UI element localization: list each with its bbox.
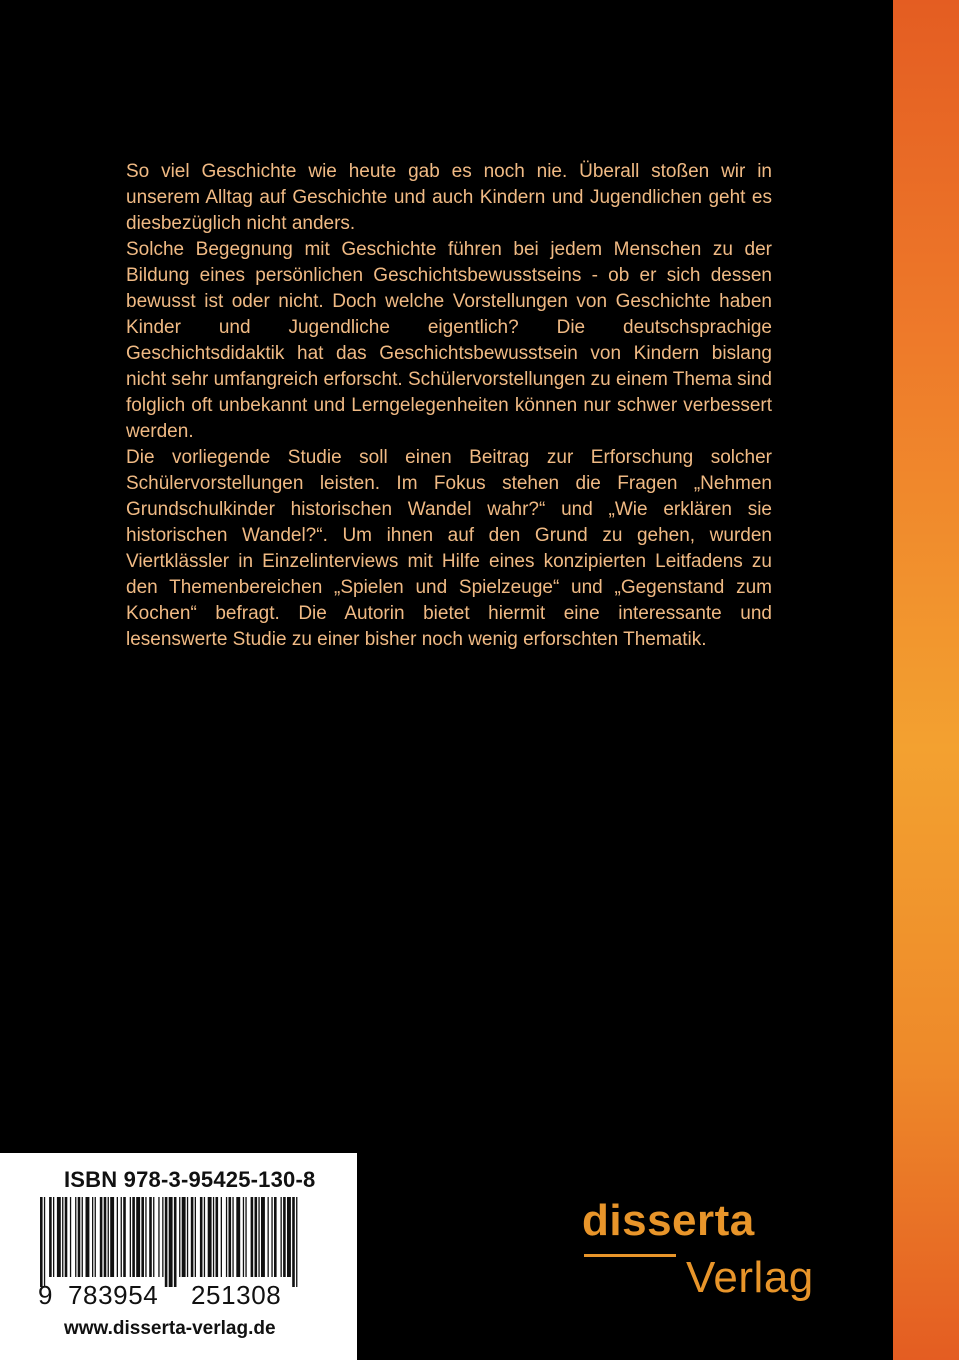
barcode-bar — [274, 1197, 277, 1277]
barcode-bar — [229, 1197, 232, 1277]
barcode-bar — [179, 1197, 180, 1277]
barcode-bar — [40, 1197, 43, 1287]
barcode-bar — [200, 1197, 203, 1277]
barcode-icon — [40, 1197, 302, 1287]
barcode-bar — [187, 1197, 188, 1277]
barcode-bar — [281, 1197, 282, 1277]
barcode-bar — [232, 1197, 233, 1277]
barcode-bar — [216, 1197, 219, 1277]
orange-side-strip — [893, 0, 959, 1360]
isbn-label: ISBN 978-3-95425-130-8 — [64, 1167, 316, 1192]
publisher-logo-rule — [584, 1254, 676, 1257]
barcode-bar — [261, 1197, 265, 1277]
barcode-bar — [283, 1197, 286, 1277]
barcode-bar — [44, 1197, 45, 1287]
barcode-bar — [221, 1197, 222, 1277]
barcode-bar — [243, 1197, 244, 1277]
barcode-bar — [136, 1197, 140, 1277]
barcode-bar — [57, 1197, 61, 1277]
barcode-bar — [292, 1197, 295, 1287]
barcode-bar — [104, 1197, 107, 1277]
blurb-paragraph-3: Die vorliegende Studie soll einen Beitrag zur Erforschung solcher Schülervorstellungen leisten. Im Fokus stehen die Fragen „Nehmen Grundschulkinder historischen Wandel wahr?“ und „Wie erklären sie historischen Wandel?“. Um ihnen auf den Grund zu gehen, wurden Viertklässler in Einzelinterviews mit Hilfe eines konzipierten Leitfadens zu den Themenbereichen „Spielen und Spielzeuge“ und „Gegenstand zum Kochen“ befragt. Die Autorin bietet hiermit eine interessante und lesenswerte Studie zu einer bisher noch wenig erforschten Thematik. — [126, 447, 772, 650]
barcode-bar — [158, 1197, 159, 1277]
barcode-bar — [174, 1197, 177, 1287]
barcode-bar — [271, 1197, 272, 1277]
barcode-bar — [162, 1197, 163, 1277]
barcode-bar — [65, 1197, 68, 1277]
barcode-bar — [130, 1197, 131, 1277]
barcode-bar — [145, 1197, 146, 1277]
barcode-bar — [169, 1197, 173, 1287]
barcode-bar — [287, 1197, 291, 1277]
barcode-bar — [110, 1197, 114, 1277]
publisher-logo-verlag: Verlag — [686, 1253, 814, 1302]
publisher-logo-disserta: disserta — [582, 1196, 755, 1245]
barcode-bar — [236, 1197, 240, 1277]
barcode-bar — [268, 1197, 269, 1277]
barcode-bar — [117, 1197, 118, 1277]
blurb-paragraph-2: Solche Begegnung mit Geschichte führen bei jedem Menschen zu der Bildung eines persönlichen Geschichtsbewusstseins - ob er sich dessen bewusst ist oder nicht. Doch welche Vorstellungen von Geschichte haben Kinder und Jugendliche eigentlich? Die deutschsprachige Geschichtsdidaktik hat das Geschichtsbewusstsein von Kindern bislang nicht sehr umfangreich erforscht. Schülervorstellungen zu einem Thema sind folglich oft unbekannt und Lerngelegenheiten können nur schwer verbessert werden. — [126, 239, 772, 442]
barcode-bar — [100, 1197, 103, 1277]
barcode-digit-first: 9 — [38, 1280, 53, 1310]
barcode-bar — [121, 1197, 122, 1277]
barcode-bar — [123, 1197, 126, 1277]
barcode-bar — [191, 1197, 194, 1277]
barcode-bar — [132, 1197, 135, 1277]
barcode-panel — [0, 1153, 357, 1360]
barcode-bar — [258, 1197, 259, 1277]
blurb-paragraph-1: So viel Geschichte wie heute gab es noch nie. Überall stoßen wir in unserem Alltag auf Geschichte und auch Kindern und Jugendlichen geht es diesbezüglich nicht anders. — [126, 161, 772, 234]
barcode-bar — [141, 1197, 144, 1277]
barcode-bar — [82, 1197, 83, 1277]
barcode-bar — [251, 1197, 254, 1277]
barcode-bar — [70, 1197, 71, 1277]
barcode-bar — [75, 1197, 76, 1277]
barcode-bar — [208, 1197, 212, 1277]
barcode-bar — [255, 1197, 258, 1277]
barcode-bar — [204, 1197, 205, 1277]
barcode-bar — [245, 1197, 246, 1277]
barcode-bar — [195, 1197, 196, 1277]
barcode-bar — [86, 1197, 90, 1277]
barcode-bar — [149, 1197, 152, 1277]
barcode-bar — [153, 1197, 154, 1277]
barcode-bar — [49, 1197, 52, 1277]
barcode-bar — [95, 1197, 96, 1277]
barcode-bar — [165, 1197, 168, 1287]
barcode-bar — [53, 1197, 54, 1277]
barcode-digits-right: 251308 — [191, 1280, 282, 1310]
publisher-website: www.disserta-verlag.de — [64, 1318, 276, 1339]
barcode-bar — [182, 1197, 186, 1277]
barcode-bar — [62, 1197, 63, 1277]
barcode-bar — [78, 1197, 81, 1277]
barcode-bar — [296, 1197, 297, 1287]
back-cover-blurb — [126, 159, 772, 653]
barcode-bar — [213, 1197, 214, 1277]
barcode-bar — [92, 1197, 93, 1277]
barcode-bar — [108, 1197, 109, 1277]
barcode-bar — [226, 1197, 227, 1277]
barcode-digits-left: 783954 — [68, 1280, 159, 1310]
